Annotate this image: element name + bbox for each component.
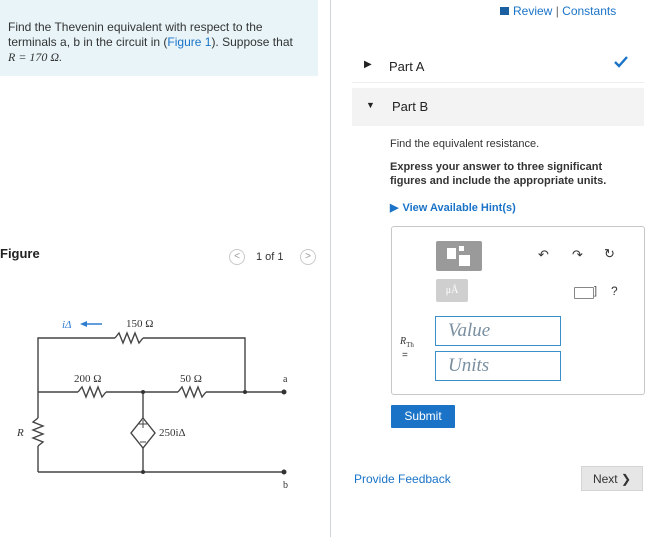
units-input[interactable]: Units bbox=[435, 351, 561, 381]
submit-button[interactable]: Submit bbox=[391, 405, 455, 428]
source-label: 250iΔ bbox=[159, 427, 186, 439]
part-b-row[interactable] bbox=[352, 88, 644, 126]
terminal-a-label: a bbox=[283, 374, 288, 385]
part-a-row[interactable] bbox=[352, 50, 644, 83]
value-input[interactable]: Value bbox=[435, 316, 561, 346]
problem-statement bbox=[8, 20, 308, 65]
hint-arrow-icon: ▶ bbox=[390, 202, 399, 214]
keyboard-bracket: ] bbox=[594, 285, 598, 297]
redo-icon[interactable]: ↷ bbox=[572, 247, 583, 262]
r200-label: 200 Ω bbox=[74, 373, 102, 385]
units-button[interactable]: μÅ bbox=[436, 279, 468, 302]
panel-divider bbox=[330, 0, 331, 537]
part-a-label: Part A bbox=[389, 59, 425, 74]
problem-text-after: ). Suppose that bbox=[211, 35, 293, 49]
figure-link[interactable]: Figure 1 bbox=[167, 35, 212, 49]
undo-icon[interactable]: ↶ bbox=[538, 247, 549, 262]
reset-icon[interactable]: ↻ bbox=[604, 246, 615, 261]
part-b-label: Part B bbox=[392, 99, 429, 114]
resistor-50 bbox=[178, 387, 206, 397]
resistor-200 bbox=[78, 387, 106, 397]
r50-label: 50 Ω bbox=[180, 373, 202, 385]
header-separator: | bbox=[555, 4, 559, 18]
rth-symbol: R bbox=[400, 336, 407, 347]
templates-button[interactable] bbox=[436, 241, 482, 271]
resistor-150 bbox=[115, 333, 143, 343]
checkmark-icon bbox=[614, 56, 628, 68]
review-icon bbox=[500, 7, 509, 15]
expand-arrow-icon: ▶ bbox=[364, 59, 372, 70]
keyboard-icon[interactable] bbox=[574, 287, 594, 299]
circuit-diagram bbox=[0, 300, 320, 500]
header-links bbox=[500, 4, 616, 18]
resistor-r bbox=[33, 418, 43, 446]
view-hints-link[interactable] bbox=[390, 201, 516, 214]
figure-prev-button[interactable]: < bbox=[229, 249, 245, 265]
equals-sign: = bbox=[402, 350, 408, 361]
r-label: R bbox=[17, 427, 24, 439]
review-link[interactable]: Review bbox=[513, 4, 553, 18]
rth-subscript: Th bbox=[406, 341, 414, 349]
terminal-b-label: b bbox=[283, 480, 288, 491]
figure-next-button[interactable]: > bbox=[300, 249, 316, 265]
hints-label: View Available Hint(s) bbox=[402, 202, 516, 214]
help-icon[interactable]: ? bbox=[611, 284, 618, 298]
r150-label: 150 Ω bbox=[126, 318, 154, 330]
next-button[interactable]: Next ❯ bbox=[581, 466, 643, 491]
provide-feedback-link[interactable]: Provide Feedback bbox=[354, 472, 451, 486]
constants-link[interactable]: Constants bbox=[562, 4, 617, 18]
figure-page-indicator: 1 of 1 bbox=[256, 251, 284, 263]
i-delta-label: iΔ bbox=[62, 319, 72, 331]
question-prompt: Find the equivalent resistance. bbox=[390, 138, 540, 150]
collapse-arrow-icon: ▼ bbox=[366, 100, 375, 110]
figure-label: Figure bbox=[0, 246, 40, 261]
resistance-value: R = 170 Ω. bbox=[8, 50, 63, 64]
templates-icon bbox=[436, 241, 482, 271]
rth-label bbox=[400, 336, 414, 349]
problem-text-before: Find the Thevenin equivalent with respect to the terminals a, b in the circuit in ( bbox=[8, 20, 263, 49]
answer-instructions: Express your answer to three significant figures and include the appropriate units. bbox=[390, 161, 607, 187]
